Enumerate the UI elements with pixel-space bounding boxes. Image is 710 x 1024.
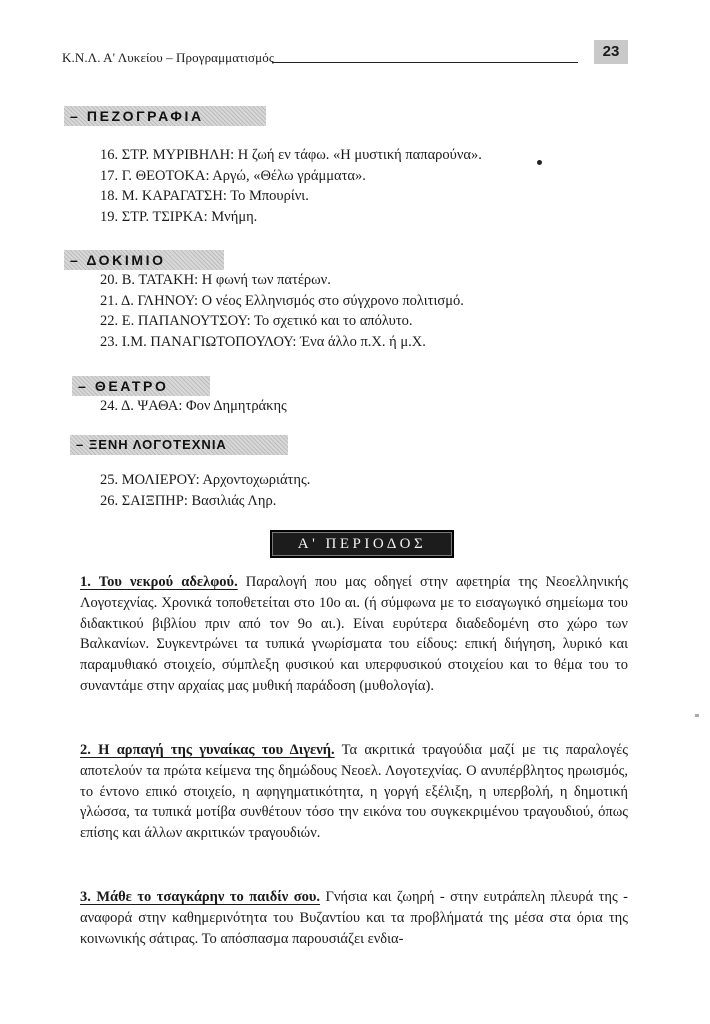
section-heading-theatro: – ΘΕΑΤΡΟ [72,376,210,396]
paragraph-body: Γνήσια και ζωηρή - στην ευτράπελη πλευρά της - αναφορά στην καθημερινότητα του Βυζαντίου και τα προβλήματά της μέσα στα όρια της κοινωνικής σάτιρας. Το απόσπασμα παρουσιάζει ενδια- [80,889,628,947]
pezografia-list [100,145,482,227]
page-number: 23 [594,40,628,64]
list-item: 19. ΣΤΡ. ΤΣΙΡΚΑ: Μνήμη. [100,208,258,225]
list-item: 22. Ε. ΠΑΠΑΝΟΥΤΣΟΥ: Το σχετικό και το απόλυτο. [100,313,413,329]
list-item: 18. Μ. ΚΑΡΑΓΑΤΣΗ: Το Μπουρίνι. [100,188,309,204]
kseni-logotexnia-list [100,470,310,511]
list-item: 20. Β. ΤΑΤΑΚΗ: Η φωνή των πατέρων. [100,272,331,288]
section-heading-pezografia: – ΠΕΖΟΓΡΑΦΙΑ [64,106,266,126]
paragraph-1 [80,572,628,697]
paragraph-2 [80,740,628,844]
list-item: 17. Γ. ΘΕΟΤΟΚΑ: Αργώ, «Θέλω γράμματα». [100,167,366,184]
list-item: 24. Δ. ΨΑΘΑ: Φον Δημητράκης [100,398,287,414]
paragraph-3 [80,887,628,949]
ink-dot [537,160,542,165]
paragraph-title: 3. Μάθε το τσαγκάρην το παιδίν σου. [80,889,321,905]
section-heading-dokimio: – ΔΟΚΙΜΙΟ [64,250,224,270]
list-item: 21. Δ. ΓΛΗΝΟΥ: Ο νέος Ελληνισμός στο σύγχρονο πολιτισμό. [100,292,464,309]
list-item: 26. ΣΑΙΞΠΗΡ: Βασιλιάς Ληρ. [100,492,277,509]
paragraph-body: Τα ακριτικά τραγούδια μαζί με τις παραλογές αποτελούν τα πρώτα κείμενα της δημώδους Νεοελ. Λογοτεχνίας. Ο ανυπέρβλητος ηρωισμός, το έντονο επικό στοιχείο, η αφηγηματικότητα, η γοργή εξέλιξη, η υπερβολή, η δημοτική γλώσσα, τα τυπικά μοτίβα συνθέτουν τόσο την εικόνα του συγκεκριμένου τραγουδιού, όπως επίσης και άλλων ακριτικών τραγουδιών. [80,742,628,842]
theatro-list [100,396,287,417]
period-heading: Α' ΠΕΡΙΟΔΟΣ [270,530,454,558]
scan-mark [695,714,699,717]
header-rule [272,62,578,63]
section-heading-kseni-logotexnia: – ΞΕΝΗ ΛΟΓΟΤΕΧΝΙΑ [70,435,288,455]
paragraph-body: Παραλογή που μας οδηγεί στην αφετηρία της Νεοελληνικής Λογοτεχνίας. Χρονικά τοποθετείται στο 10ο αι. (ή σύμφωνα με το εισαγωγικό σημείωμα του διδακτικού βιβλίου πριν από τον 9ο αι.). Είναι ευρύτερα διαδεδομένη στο χώρο των Βαλκανίων. Συγκεντρώνει τα τυπικά γνωρίσματα του είδους: επική διήγηση, λυρικό και παραμυθιακό στοιχείο, σύμπλεξη φυσικού και υπερφυσικού στοιχείου και το θέμα του το συναντάμε στην αρχαίας μας μυθική παράδοση (μυθολογία). [80,574,628,694]
list-item: 16. ΣΤΡ. ΜΥΡΙΒΗΛΗ: Η ζωή εν τάφω. «Η μυστική παπαρούνα». [100,147,482,163]
paragraph-title: 1. Του νεκρού αδελφού. [80,574,238,590]
list-item: 25. ΜΟΛΙΕΡΟΥ: Αρχοντοχωριάτης. [100,472,311,488]
running-header: Κ.Ν.Λ. Α' Λυκείου – Προγραμματισμός [62,50,275,65]
dokimio-list [100,270,464,352]
list-item: 23. Ι.Μ. ΠΑΝΑΓΙΩΤΟΠΟΥΛΟΥ: Ένα άλλο π.Χ. ή μ.Χ. [100,333,426,350]
paragraph-title: 2. Η αρπαγή της γυναίκας του Διγενή. [80,742,335,758]
